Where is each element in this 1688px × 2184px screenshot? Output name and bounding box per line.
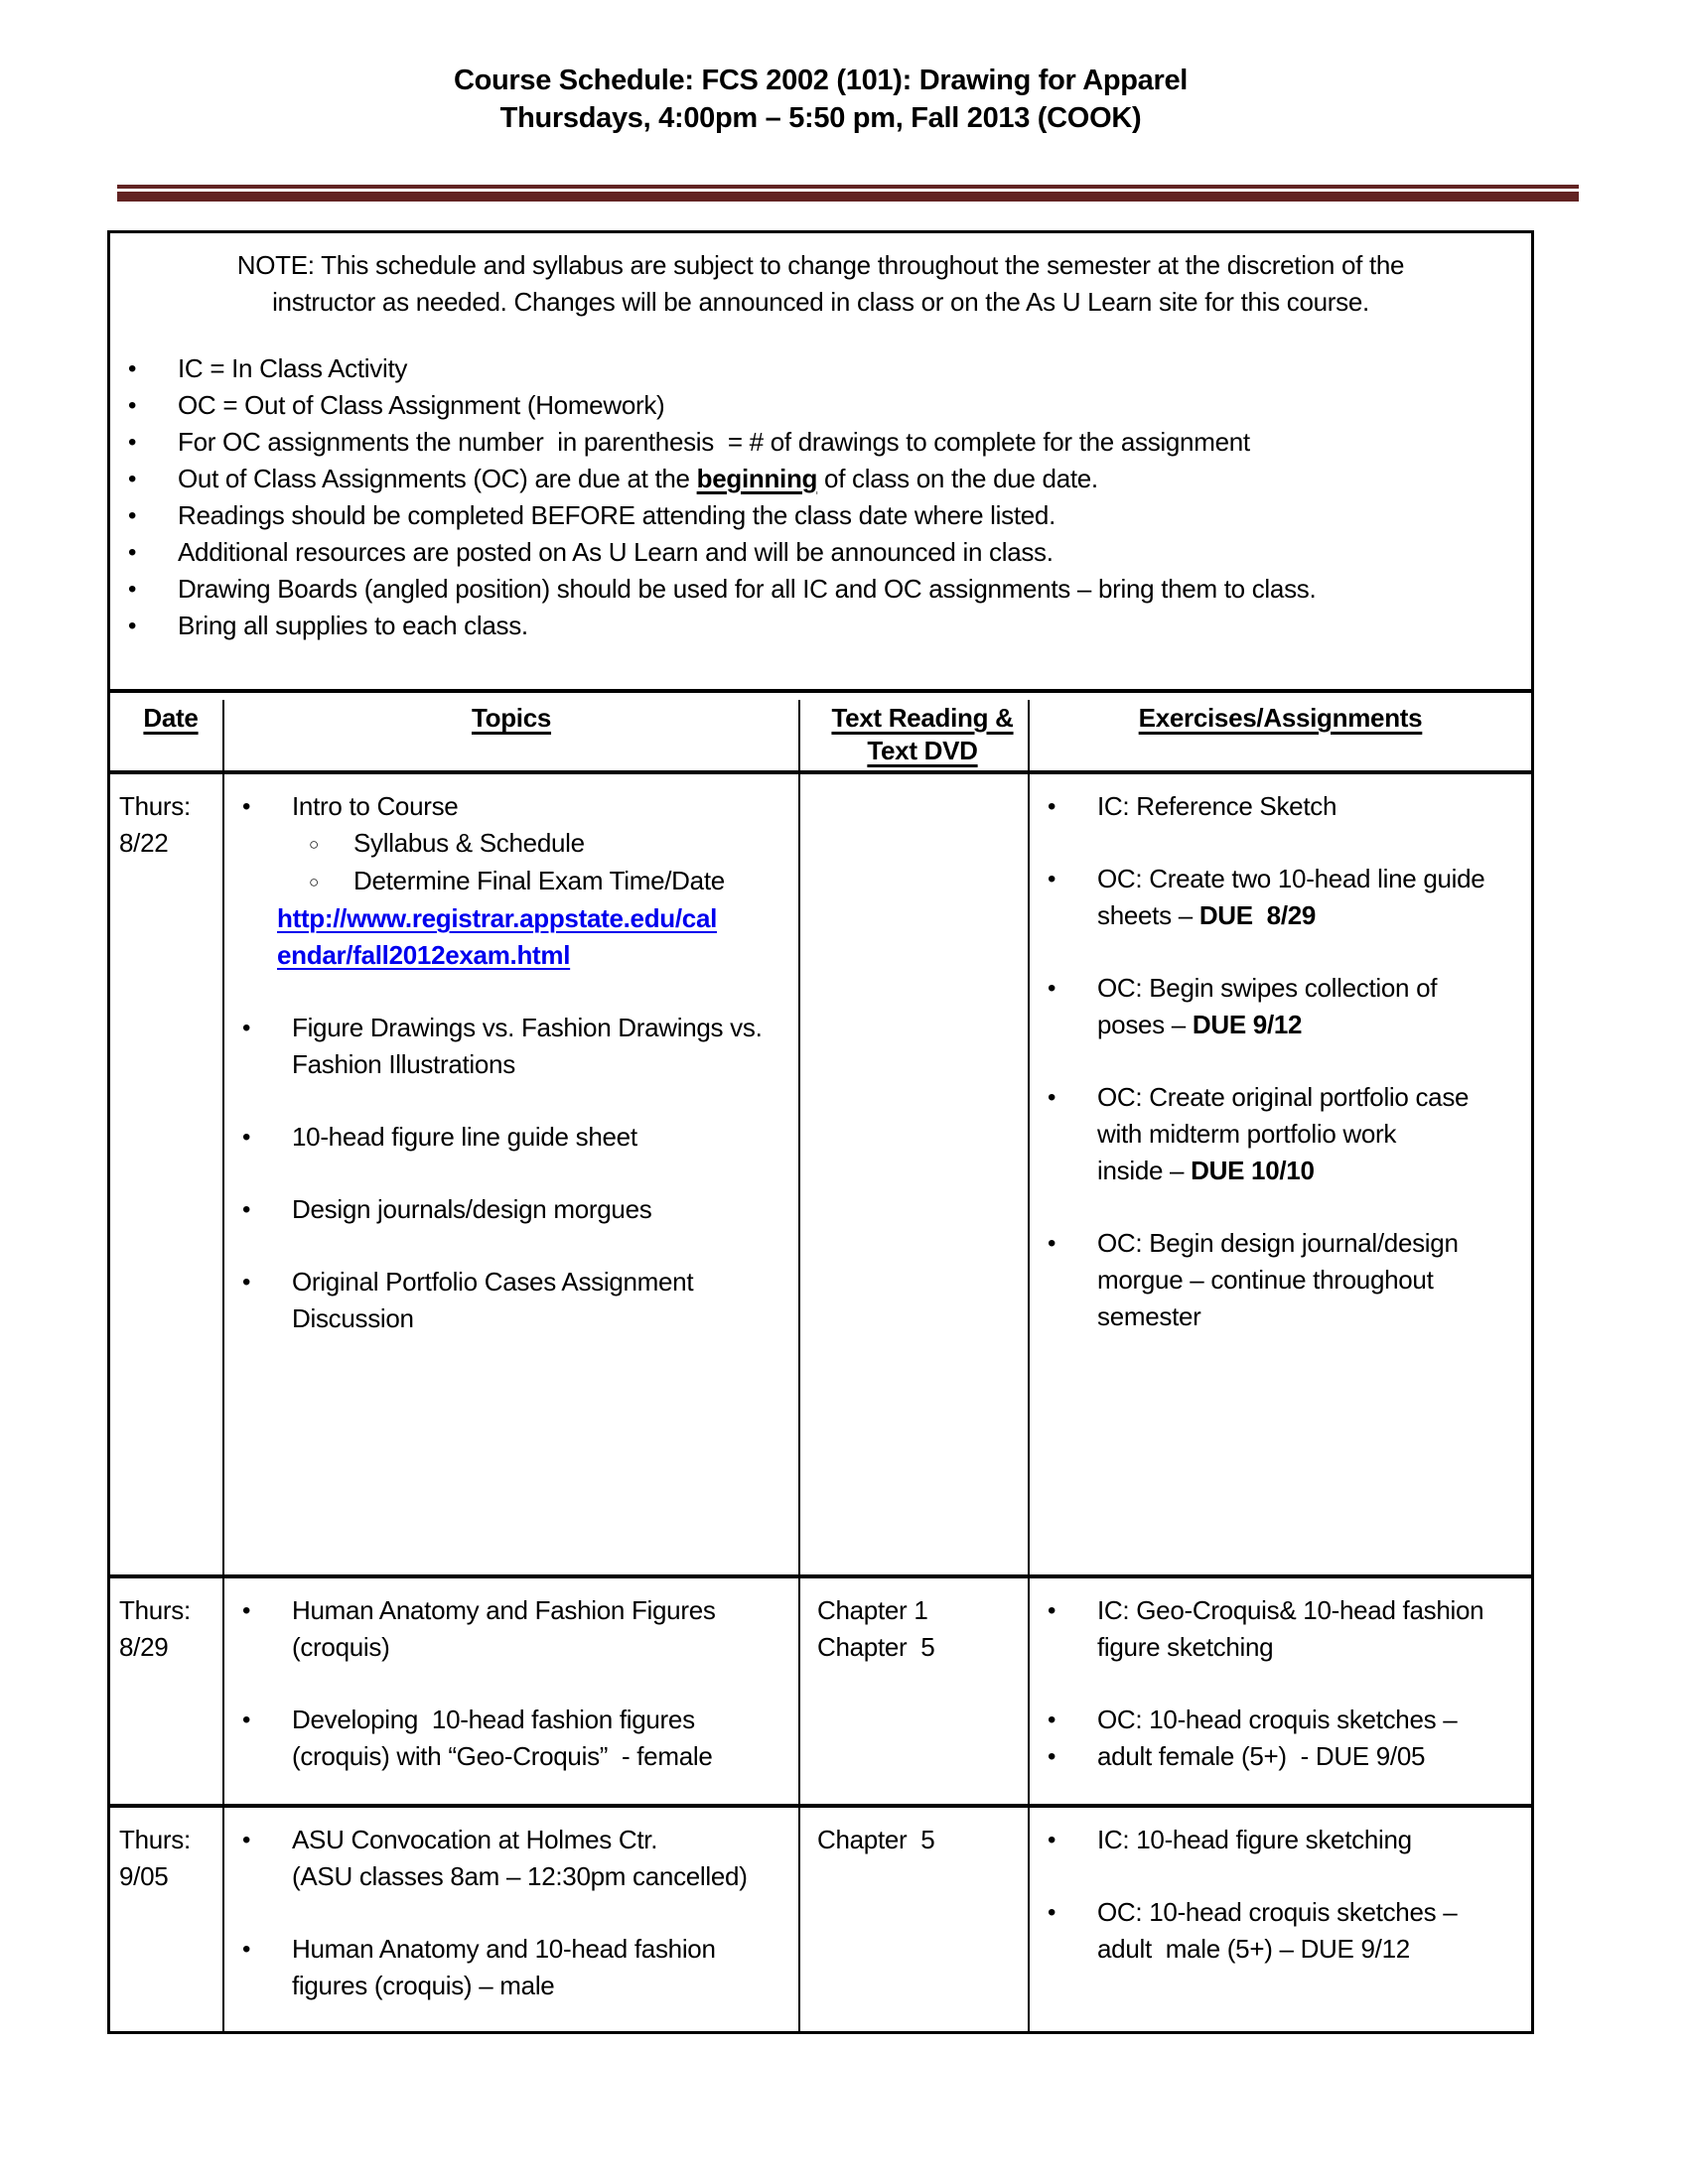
topic-bullet-item <box>224 1931 798 2004</box>
bullet-text <box>1097 1225 1459 1335</box>
text-line <box>1097 897 1484 934</box>
text-line <box>277 937 717 974</box>
text-segment: (croquis) <box>292 1632 390 1662</box>
text-segment: IC: 10-head figure sketching <box>1097 1825 1412 1854</box>
text-line <box>178 497 1055 534</box>
text-line <box>1097 1225 1459 1262</box>
bullet-icon: • <box>1048 866 1056 892</box>
note-bullet-item <box>110 387 1531 424</box>
text-line <box>178 608 528 644</box>
topics-cell <box>224 1578 800 1804</box>
header-date: Date <box>110 700 224 770</box>
topic-bullet-item <box>224 825 798 863</box>
course-link[interactable] <box>277 900 717 974</box>
text-line <box>292 1592 716 1629</box>
text-segment: of class on the due date. <box>817 464 1098 493</box>
exercise-bullet-item <box>1030 1894 1531 1968</box>
bullet-text <box>1097 1894 1457 1968</box>
bullet-text <box>292 1592 716 1666</box>
schedule-row <box>110 1808 1531 2031</box>
course-link-item <box>224 900 798 974</box>
reading-line: Chapter 5 <box>817 1632 935 1662</box>
exercise-bullet-item <box>1030 788 1531 825</box>
text-line <box>292 1968 716 2004</box>
bullet-text <box>292 1264 693 1337</box>
text-segment: DUE 9/12 <box>1192 1010 1303 1039</box>
text-line <box>292 1931 716 1968</box>
text-segment: figures (croquis) – male <box>292 1971 555 2000</box>
spacer <box>224 1228 798 1264</box>
exercise-bullet-item <box>1030 1592 1531 1666</box>
exercise-bullet-item <box>1030 1225 1531 1335</box>
text-segment: semester <box>1097 1301 1201 1331</box>
bullet-text <box>178 461 1098 497</box>
text-line <box>1097 1116 1469 1153</box>
text-line <box>353 863 725 899</box>
text-line <box>292 1264 693 1300</box>
text-segment: For OC assignments the number in parenthesis = # of drawings to complete for the assignment <box>178 427 1250 457</box>
header-text-reading: Text Reading & Text DVD <box>800 700 1030 770</box>
exercise-bullet-item <box>1030 1079 1531 1189</box>
exercises-cell <box>1030 1808 1531 2031</box>
table-header-row <box>110 693 1531 774</box>
note-heading-line-2: instructor as needed. Changes will be announced in class or on the As U Learn site for this course. <box>272 287 1369 317</box>
note-box <box>110 233 1531 693</box>
text-line <box>1097 788 1336 825</box>
bullet-text <box>178 350 407 387</box>
bullet-text <box>292 1191 651 1228</box>
bullet-icon: • <box>242 1124 251 1151</box>
bullet-icon: • <box>128 613 137 639</box>
bullet-text <box>1097 1822 1412 1858</box>
bullet-icon: • <box>242 1196 251 1223</box>
text-line <box>1097 1738 1425 1775</box>
bullet-text <box>1097 970 1437 1043</box>
date-line: 9/05 <box>119 1861 169 1891</box>
exercise-bullet-item <box>1030 1822 1531 1858</box>
text-line <box>1097 1153 1469 1189</box>
note-heading-line-1: NOTE: This schedule and syllabus are subject to change throughout the semester at the discretion of the <box>236 250 1405 280</box>
note-bullet-item <box>110 424 1531 461</box>
text-segment: Human Anatomy and Fashion Figures <box>292 1595 716 1625</box>
bullet-text <box>1097 1738 1425 1775</box>
text-line <box>1097 1931 1457 1968</box>
header-exercises: Exercises/Assignments <box>1138 703 1423 733</box>
bullet-text <box>178 424 1250 461</box>
text-segment: http://www.registrar.appstate.edu/cal <box>277 903 718 933</box>
text-segment: OC = Out of Class Assignment (Homework) <box>178 390 665 420</box>
text-line <box>178 350 407 387</box>
spacer <box>224 1083 798 1119</box>
text-line <box>1097 1079 1469 1116</box>
bullet-text <box>292 788 458 825</box>
text-line <box>292 1629 716 1666</box>
text-segment: IC: Reference Sketch <box>1097 791 1337 821</box>
bullet-icon: • <box>128 429 137 456</box>
reading-cell <box>800 1808 1030 2031</box>
bullet-text <box>178 608 528 644</box>
text-line <box>292 1191 651 1228</box>
exercises-cell <box>1030 774 1531 1574</box>
text-segment: Original Portfolio Cases Assignment <box>292 1267 694 1297</box>
text-line <box>178 424 1250 461</box>
topic-bullet-item <box>224 1702 798 1775</box>
reading-line: Chapter 5 <box>817 1825 935 1854</box>
bullet-icon: • <box>242 1269 251 1296</box>
text-line <box>1097 861 1484 897</box>
circle-bullet-icon: ○ <box>309 873 319 891</box>
text-line <box>1097 1822 1412 1858</box>
text-segment: IC = In Class Activity <box>178 353 408 383</box>
schedule-table <box>107 230 1534 2034</box>
bullet-icon: • <box>128 392 137 419</box>
text-segment: OC: Begin design journal/design <box>1097 1228 1459 1258</box>
spacer <box>224 974 798 1010</box>
text-line <box>178 461 1098 497</box>
text-segment: adult female (5+) - DUE 9/05 <box>1097 1741 1426 1771</box>
text-line <box>1097 1702 1457 1738</box>
spacer <box>1030 1858 1531 1894</box>
bullet-text <box>292 1931 716 2004</box>
bullet-text <box>292 1702 713 1775</box>
topic-bullet-item <box>224 1191 798 1228</box>
note-bullet-item <box>110 497 1531 534</box>
bullet-text <box>178 497 1055 534</box>
text-segment: Out of Class Assignments (OC) are due at the <box>178 464 697 493</box>
bullet-icon: • <box>1048 1743 1056 1770</box>
topic-bullet-item <box>224 788 798 825</box>
text-segment: ASU Convocation at Holmes Ctr. <box>292 1825 658 1854</box>
text-segment: OC: 10-head croquis sketches – <box>1097 1705 1458 1734</box>
text-segment: with midterm portfolio work <box>1097 1119 1397 1149</box>
text-line <box>1097 1592 1483 1629</box>
text-segment: inside – <box>1097 1156 1192 1185</box>
date-cell <box>110 774 224 1574</box>
header-topics: Topics <box>224 700 800 770</box>
text-line <box>1097 1629 1483 1666</box>
text-segment: DUE 10/10 <box>1191 1156 1315 1185</box>
bullet-text <box>1097 788 1336 825</box>
bullet-text <box>178 571 1316 608</box>
text-line <box>292 1702 713 1738</box>
text-line <box>292 1119 637 1156</box>
title-divider-rule <box>117 185 1579 202</box>
bullet-icon: • <box>242 1597 251 1624</box>
exercise-bullet-item <box>1030 861 1531 934</box>
bullet-text <box>292 1822 748 1895</box>
note-bullet-item <box>110 608 1531 644</box>
text-segment: Developing 10-head fashion figures <box>292 1705 695 1734</box>
text-line <box>292 1858 748 1895</box>
date-line: Thurs: <box>119 1595 191 1625</box>
bullet-text <box>353 863 725 899</box>
bullet-icon: • <box>242 1015 251 1041</box>
circle-bullet-icon: ○ <box>309 835 319 854</box>
text-segment: Design journals/design morgues <box>292 1194 652 1224</box>
bullet-text <box>1097 1702 1457 1738</box>
spacer <box>1030 934 1531 970</box>
bullet-icon: • <box>1048 1899 1056 1926</box>
bullet-text <box>178 534 1054 571</box>
bullet-icon: • <box>128 576 137 603</box>
text-line <box>292 1046 763 1083</box>
spacer <box>224 1156 798 1191</box>
bullet-icon: • <box>242 1936 251 1963</box>
text-segment: IC: Geo-Croquis& 10-head fashion <box>1097 1595 1484 1625</box>
exercise-bullet-item <box>1030 1702 1531 1738</box>
bullet-text <box>1097 861 1484 934</box>
text-line <box>353 825 585 862</box>
bullet-icon: • <box>1048 1597 1056 1624</box>
bullet-icon: • <box>1048 975 1056 1002</box>
bullet-text <box>1097 1592 1483 1666</box>
text-segment: Additional resources are posted on As U Learn and will be announced in class. <box>178 537 1054 567</box>
bullet-icon: • <box>128 502 137 529</box>
text-line <box>277 900 717 937</box>
text-line <box>178 534 1054 571</box>
topic-bullet-item <box>224 1822 798 1895</box>
note-bullet-item <box>110 350 1531 387</box>
text-line <box>178 387 664 424</box>
bullet-icon: • <box>1048 1706 1056 1733</box>
text-line <box>292 1738 713 1775</box>
topics-cell <box>224 1808 800 2031</box>
text-segment: Figure Drawings vs. Fashion Drawings vs. <box>292 1013 763 1042</box>
text-segment: (croquis) with “Geo-Croquis” - female <box>292 1741 713 1771</box>
bullet-text <box>353 825 585 862</box>
topics-cell <box>224 774 800 1574</box>
bullet-text <box>292 1119 637 1156</box>
text-segment: OC: Create original portfolio case <box>1097 1082 1470 1112</box>
reading-cell <box>800 1578 1030 1804</box>
text-line <box>1097 970 1437 1007</box>
text-line <box>1097 1262 1459 1298</box>
text-line <box>178 571 1316 608</box>
text-segment: poses – <box>1097 1010 1193 1039</box>
date-line: 8/22 <box>119 828 169 858</box>
spacer <box>224 1666 798 1702</box>
bullet-text <box>1097 1079 1469 1189</box>
text-segment: Syllabus & Schedule <box>353 828 585 858</box>
table-body <box>110 774 1531 2031</box>
bullet-icon: • <box>1048 1827 1056 1853</box>
text-segment: 10-head figure line guide sheet <box>292 1122 637 1152</box>
date-line: 8/29 <box>119 1632 169 1662</box>
text-segment: (ASU classes 8am – 12:30pm cancelled) <box>292 1861 748 1891</box>
date-line: Thurs: <box>119 1825 191 1854</box>
spacer <box>224 1895 798 1931</box>
text-segment: adult male (5+) – DUE 9/12 <box>1097 1934 1410 1964</box>
schedule-row <box>110 1578 1531 1808</box>
text-line <box>292 1822 748 1858</box>
text-line <box>292 788 458 825</box>
bullet-icon: • <box>128 466 137 492</box>
title-line-2: Thursdays, 4:00pm – 5:50 pm, Fall 2013 (COOK) <box>499 102 1142 134</box>
text-line <box>1097 1298 1459 1335</box>
spacer <box>1030 825 1531 861</box>
text-segment: Readings should be completed BEFORE attending the class date where listed. <box>178 500 1055 530</box>
reading-cell <box>800 774 1030 1574</box>
text-segment: Intro to Course <box>292 791 459 821</box>
date-cell <box>110 1808 224 2031</box>
note-bullet-item <box>110 534 1531 571</box>
topic-bullet-item <box>224 1592 798 1666</box>
text-line <box>1097 1007 1437 1043</box>
bullet-icon: • <box>242 1706 251 1733</box>
topic-bullet-item <box>224 1119 798 1156</box>
text-segment: Fashion Illustrations <box>292 1049 515 1079</box>
topic-bullet-item <box>224 1264 798 1337</box>
text-segment: Bring all supplies to each class. <box>178 611 528 640</box>
title-line-1: Course Schedule: FCS 2002 (101): Drawing for Apparel <box>453 65 1189 96</box>
text-segment: Determine Final Exam Time/Date <box>353 866 725 895</box>
spacer <box>1030 1189 1531 1225</box>
topic-bullet-item <box>224 1010 798 1083</box>
bullet-text <box>178 387 664 424</box>
bullet-icon: • <box>242 793 251 820</box>
text-line <box>1097 1894 1457 1931</box>
topic-bullet-item <box>224 863 798 900</box>
text-line <box>292 1010 763 1046</box>
note-heading <box>110 247 1531 321</box>
reading-line: Chapter 1 <box>817 1595 928 1625</box>
exercise-bullet-item <box>1030 970 1531 1043</box>
schedule-row <box>110 774 1531 1578</box>
text-segment: OC: 10-head croquis sketches – <box>1097 1897 1458 1927</box>
bullet-icon: • <box>242 1827 251 1853</box>
text-segment: figure sketching <box>1097 1632 1274 1662</box>
date-cell <box>110 1578 224 1804</box>
note-bullet-item <box>110 571 1531 608</box>
spacer <box>1030 1666 1531 1702</box>
note-bullet-item <box>110 461 1531 497</box>
bullet-icon: • <box>128 355 137 382</box>
bullet-icon: • <box>1048 793 1056 820</box>
text-segment: DUE 8/29 <box>1198 900 1317 930</box>
divider-thick-line <box>117 192 1579 202</box>
text-segment: Human Anatomy and 10-head fashion <box>292 1934 716 1964</box>
text-segment: OC: Begin swipes collection of <box>1097 973 1438 1003</box>
note-bullet-list <box>110 350 1531 644</box>
text-segment: sheets – <box>1097 900 1199 930</box>
exercises-cell <box>1030 1578 1531 1804</box>
text-segment: endar/fall2012exam.html <box>277 940 571 970</box>
bullet-icon: • <box>128 539 137 566</box>
document-title <box>107 62 1534 137</box>
bullet-icon: • <box>1048 1084 1056 1111</box>
text-segment: morgue – continue throughout <box>1097 1265 1434 1295</box>
text-segment: Discussion <box>292 1303 414 1333</box>
text-segment: Drawing Boards (angled position) should be used for all IC and OC assignments – bring them to class. <box>178 574 1317 604</box>
text-line <box>292 1300 693 1337</box>
bullet-text <box>292 1010 763 1083</box>
spacer <box>1030 1043 1531 1079</box>
text-segment: OC: Create two 10-head line guide <box>1097 864 1485 893</box>
date-line: Thurs: <box>119 791 191 821</box>
bullet-icon: • <box>1048 1230 1056 1257</box>
text-segment: beginning <box>696 464 818 493</box>
exercise-bullet-item <box>1030 1738 1531 1775</box>
